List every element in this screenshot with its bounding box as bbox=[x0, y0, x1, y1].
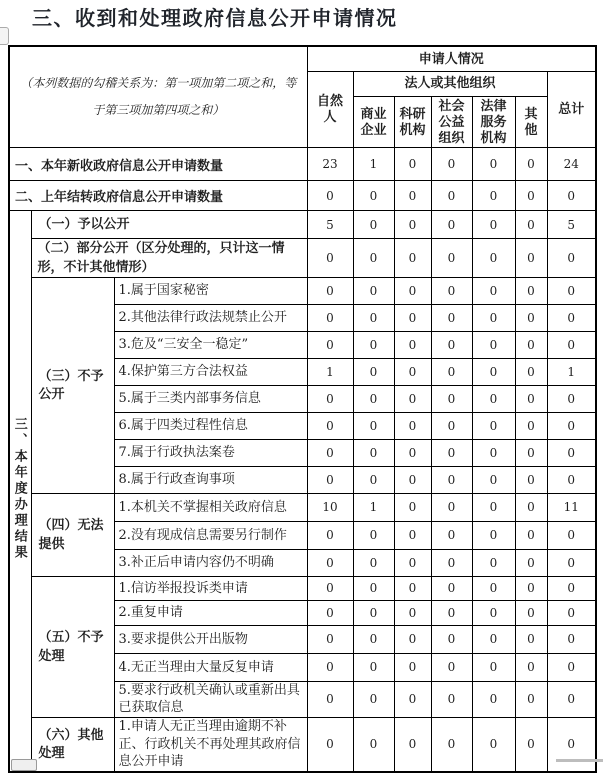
value-cell: 0 bbox=[472, 439, 515, 466]
value-cell: 0 bbox=[307, 331, 353, 358]
value-cell: 0 bbox=[515, 304, 547, 331]
sub-item-label: 2.重复申请 bbox=[114, 600, 307, 625]
value-cell: 0 bbox=[515, 277, 547, 304]
value-cell: 0 bbox=[353, 653, 394, 681]
value-cell: 0 bbox=[472, 718, 515, 772]
value-cell: 0 bbox=[472, 239, 515, 278]
value-cell: 0 bbox=[547, 681, 596, 717]
value-cell: 0 bbox=[353, 277, 394, 304]
value-cell: 0 bbox=[353, 239, 394, 278]
value-cell: 0 bbox=[353, 466, 394, 493]
value-cell: 0 bbox=[515, 576, 547, 600]
note-cell: （本列数据的勾稽关系为：第一项加第二项之和，等于第三项加第四项之和） bbox=[9, 46, 307, 148]
value-cell: 0 bbox=[307, 412, 353, 439]
org-type-header-legal-service: 法律服务机构 bbox=[472, 96, 515, 148]
value-cell: 0 bbox=[353, 681, 394, 717]
category-label-granted: （一）予以公开 bbox=[31, 211, 307, 239]
value-cell: 0 bbox=[472, 148, 515, 181]
value-cell: 0 bbox=[307, 681, 353, 717]
value-cell: 0 bbox=[472, 358, 515, 385]
value-cell: 0 bbox=[307, 385, 353, 412]
value-cell: 0 bbox=[394, 181, 431, 211]
value-cell: 0 bbox=[394, 358, 431, 385]
category-label-unable-provide: （四）无法提供 bbox=[31, 493, 114, 576]
value-cell: 0 bbox=[307, 576, 353, 600]
document-bottom-handle bbox=[11, 759, 37, 771]
value-cell: 0 bbox=[515, 148, 547, 181]
value-cell: 0 bbox=[394, 718, 431, 772]
value-cell: 0 bbox=[353, 358, 394, 385]
value-cell: 0 bbox=[353, 521, 394, 549]
value-cell: 0 bbox=[307, 521, 353, 549]
value-cell: 0 bbox=[431, 549, 472, 576]
value-cell: 0 bbox=[431, 521, 472, 549]
value-cell: 0 bbox=[394, 239, 431, 278]
value-cell: 0 bbox=[547, 385, 596, 412]
value-cell: 0 bbox=[431, 239, 472, 278]
org-type-header-public-welfare: 社会公益组织 bbox=[431, 96, 472, 148]
value-cell: 0 bbox=[353, 412, 394, 439]
value-cell: 0 bbox=[472, 549, 515, 576]
value-cell: 0 bbox=[394, 549, 431, 576]
value-cell: 0 bbox=[307, 600, 353, 625]
category-label-partial: （二）部分公开（区分处理的，只计这一情形，不计其他情形） bbox=[31, 239, 307, 278]
sub-item-label: 3.要求提供公开出版物 bbox=[114, 625, 307, 653]
value-cell: 0 bbox=[307, 718, 353, 772]
value-cell: 5 bbox=[547, 211, 596, 239]
value-cell: 0 bbox=[353, 576, 394, 600]
sub-item-label: 5.属于三类内部事务信息 bbox=[114, 385, 307, 412]
value-cell: 0 bbox=[515, 239, 547, 278]
org-type-header-research: 科研机构 bbox=[394, 96, 431, 148]
value-cell: 0 bbox=[307, 466, 353, 493]
value-cell: 0 bbox=[515, 211, 547, 239]
value-cell: 0 bbox=[515, 466, 547, 493]
value-cell: 0 bbox=[515, 412, 547, 439]
value-cell: 0 bbox=[431, 681, 472, 717]
category-label-refused: （三）不予公开 bbox=[31, 277, 114, 493]
value-cell: 0 bbox=[353, 718, 394, 772]
value-cell: 0 bbox=[394, 466, 431, 493]
value-cell: 0 bbox=[353, 625, 394, 653]
category-label-other-handling: （六）其他处理 bbox=[31, 718, 114, 772]
value-cell: 0 bbox=[472, 576, 515, 600]
value-cell: 1 bbox=[307, 358, 353, 385]
value-cell: 0 bbox=[515, 181, 547, 211]
value-cell: 0 bbox=[353, 600, 394, 625]
value-cell: 0 bbox=[307, 239, 353, 278]
value-cell: 0 bbox=[547, 549, 596, 576]
value-cell: 0 bbox=[394, 681, 431, 717]
value-cell: 0 bbox=[472, 600, 515, 625]
value-cell: 0 bbox=[394, 412, 431, 439]
value-cell: 0 bbox=[472, 681, 515, 717]
value-cell: 0 bbox=[515, 521, 547, 549]
value-cell: 0 bbox=[547, 277, 596, 304]
natural-person-header: 自然人 bbox=[307, 71, 353, 148]
value-cell: 5 bbox=[307, 211, 353, 239]
value-cell: 0 bbox=[394, 148, 431, 181]
value-cell: 0 bbox=[472, 625, 515, 653]
value-cell: 0 bbox=[472, 653, 515, 681]
value-cell: 0 bbox=[431, 331, 472, 358]
value-cell: 0 bbox=[394, 331, 431, 358]
value-cell: 0 bbox=[547, 331, 596, 358]
value-cell: 0 bbox=[472, 211, 515, 239]
value-cell: 0 bbox=[547, 653, 596, 681]
sub-item-label: 3.危及“三安全一稳定” bbox=[114, 331, 307, 358]
scrollbar-fragment bbox=[556, 759, 603, 762]
value-cell: 0 bbox=[472, 521, 515, 549]
value-cell: 0 bbox=[547, 466, 596, 493]
value-cell: 11 bbox=[547, 493, 596, 521]
value-cell: 0 bbox=[547, 304, 596, 331]
value-cell: 0 bbox=[515, 681, 547, 717]
value-cell: 0 bbox=[431, 412, 472, 439]
sub-item-label: 3.补正后申请内容仍不明确 bbox=[114, 549, 307, 576]
row-label-carryover-applications: 二、上年结转政府信息公开申请数量 bbox=[9, 181, 307, 211]
value-cell: 0 bbox=[353, 439, 394, 466]
value-cell: 0 bbox=[431, 358, 472, 385]
value-cell: 0 bbox=[515, 718, 547, 772]
value-cell: 0 bbox=[547, 239, 596, 278]
value-cell: 0 bbox=[353, 331, 394, 358]
value-cell: 0 bbox=[515, 493, 547, 521]
value-cell: 0 bbox=[547, 181, 596, 211]
value-cell: 0 bbox=[547, 521, 596, 549]
value-cell: 0 bbox=[472, 304, 515, 331]
value-cell: 0 bbox=[547, 718, 596, 772]
page-title: 三、收到和处理政府信息公开申请情况 bbox=[32, 8, 398, 30]
value-cell: 0 bbox=[515, 439, 547, 466]
value-cell: 0 bbox=[431, 277, 472, 304]
year-results-vertical-text: 三、本年度办理结果 bbox=[12, 417, 28, 562]
applicant-group-header: 申请人情况 bbox=[307, 46, 596, 71]
value-cell: 0 bbox=[394, 653, 431, 681]
value-cell: 0 bbox=[515, 549, 547, 576]
legal-org-group-header: 法人或其他组织 bbox=[353, 71, 547, 96]
value-cell: 0 bbox=[353, 385, 394, 412]
year-results-vertical-label bbox=[9, 211, 31, 772]
value-cell: 0 bbox=[307, 653, 353, 681]
value-cell: 0 bbox=[307, 181, 353, 211]
sub-item-label: 6.属于四类过程性信息 bbox=[114, 412, 307, 439]
value-cell: 0 bbox=[472, 385, 515, 412]
sub-item-label: 1.信访举报投诉类申请 bbox=[114, 576, 307, 600]
value-cell: 0 bbox=[547, 412, 596, 439]
value-cell: 0 bbox=[472, 277, 515, 304]
category-label-not-processed: （五）不予处理 bbox=[31, 576, 114, 717]
sub-item-label: 1.属于国家秘密 bbox=[114, 277, 307, 304]
sub-item-label: 1.申请人无正当理由逾期不补正、行政机关不再处理其政府信息公开申请 bbox=[114, 718, 307, 772]
value-cell: 0 bbox=[472, 181, 515, 211]
sub-item-label: 5.要求行政机关确认或重新出具已获取信息 bbox=[114, 681, 307, 717]
row-label-new-applications: 一、本年新收政府信息公开申请数量 bbox=[9, 148, 307, 181]
value-cell: 0 bbox=[515, 358, 547, 385]
value-cell: 10 bbox=[307, 493, 353, 521]
value-cell: 0 bbox=[515, 385, 547, 412]
total-header: 总计 bbox=[547, 71, 596, 148]
sub-item-label: 2.其他法律行政法规禁止公开 bbox=[114, 304, 307, 331]
value-cell: 0 bbox=[394, 385, 431, 412]
value-cell: 0 bbox=[353, 549, 394, 576]
value-cell: 0 bbox=[431, 439, 472, 466]
value-cell: 0 bbox=[472, 412, 515, 439]
value-cell: 0 bbox=[394, 625, 431, 653]
org-type-header-business: 商业企业 bbox=[353, 96, 394, 148]
value-cell: 0 bbox=[353, 181, 394, 211]
value-cell: 0 bbox=[547, 439, 596, 466]
value-cell: 0 bbox=[472, 466, 515, 493]
value-cell: 0 bbox=[431, 600, 472, 625]
document-side-handle bbox=[0, 27, 9, 45]
value-cell: 0 bbox=[394, 439, 431, 466]
sub-item-label: 4.保护第三方合法权益 bbox=[114, 358, 307, 385]
value-cell: 1 bbox=[353, 493, 394, 521]
value-cell: 1 bbox=[353, 148, 394, 181]
value-cell: 0 bbox=[472, 331, 515, 358]
value-cell: 0 bbox=[431, 466, 472, 493]
value-cell: 0 bbox=[307, 304, 353, 331]
value-cell: 0 bbox=[431, 718, 472, 772]
value-cell: 0 bbox=[431, 625, 472, 653]
value-cell: 0 bbox=[394, 493, 431, 521]
sub-item-label: 7.属于行政执法案卷 bbox=[114, 439, 307, 466]
value-cell: 0 bbox=[431, 211, 472, 239]
value-cell: 0 bbox=[431, 576, 472, 600]
value-cell: 23 bbox=[307, 148, 353, 181]
value-cell: 24 bbox=[547, 148, 596, 181]
value-cell: 0 bbox=[515, 625, 547, 653]
value-cell: 0 bbox=[353, 304, 394, 331]
org-type-header-other: 其他 bbox=[515, 96, 547, 148]
value-cell: 0 bbox=[394, 277, 431, 304]
sub-item-label: 8.属于行政查询事项 bbox=[114, 466, 307, 493]
value-cell: 0 bbox=[472, 493, 515, 521]
value-cell: 0 bbox=[515, 331, 547, 358]
value-cell: 0 bbox=[394, 576, 431, 600]
sub-item-label: 4.无正当理由大量反复申请 bbox=[114, 653, 307, 681]
value-cell: 0 bbox=[431, 385, 472, 412]
value-cell: 0 bbox=[394, 600, 431, 625]
sub-item-label: 2.没有现成信息需要另行制作 bbox=[114, 521, 307, 549]
value-cell: 0 bbox=[547, 576, 596, 600]
value-cell: 0 bbox=[547, 600, 596, 625]
value-cell: 0 bbox=[431, 148, 472, 181]
value-cell: 0 bbox=[307, 625, 353, 653]
value-cell: 0 bbox=[394, 521, 431, 549]
value-cell: 0 bbox=[547, 625, 596, 653]
value-cell: 0 bbox=[307, 277, 353, 304]
value-cell: 0 bbox=[431, 493, 472, 521]
value-cell: 0 bbox=[307, 549, 353, 576]
value-cell: 0 bbox=[515, 600, 547, 625]
value-cell: 0 bbox=[394, 304, 431, 331]
value-cell: 0 bbox=[431, 653, 472, 681]
value-cell: 0 bbox=[515, 653, 547, 681]
value-cell: 1 bbox=[547, 358, 596, 385]
value-cell: 0 bbox=[431, 181, 472, 211]
value-cell: 0 bbox=[394, 211, 431, 239]
value-cell: 0 bbox=[431, 304, 472, 331]
sub-item-label: 1.本机关不掌握相关政府信息 bbox=[114, 493, 307, 521]
value-cell: 0 bbox=[353, 211, 394, 239]
disclosure-application-table bbox=[8, 45, 597, 773]
value-cell: 0 bbox=[307, 439, 353, 466]
